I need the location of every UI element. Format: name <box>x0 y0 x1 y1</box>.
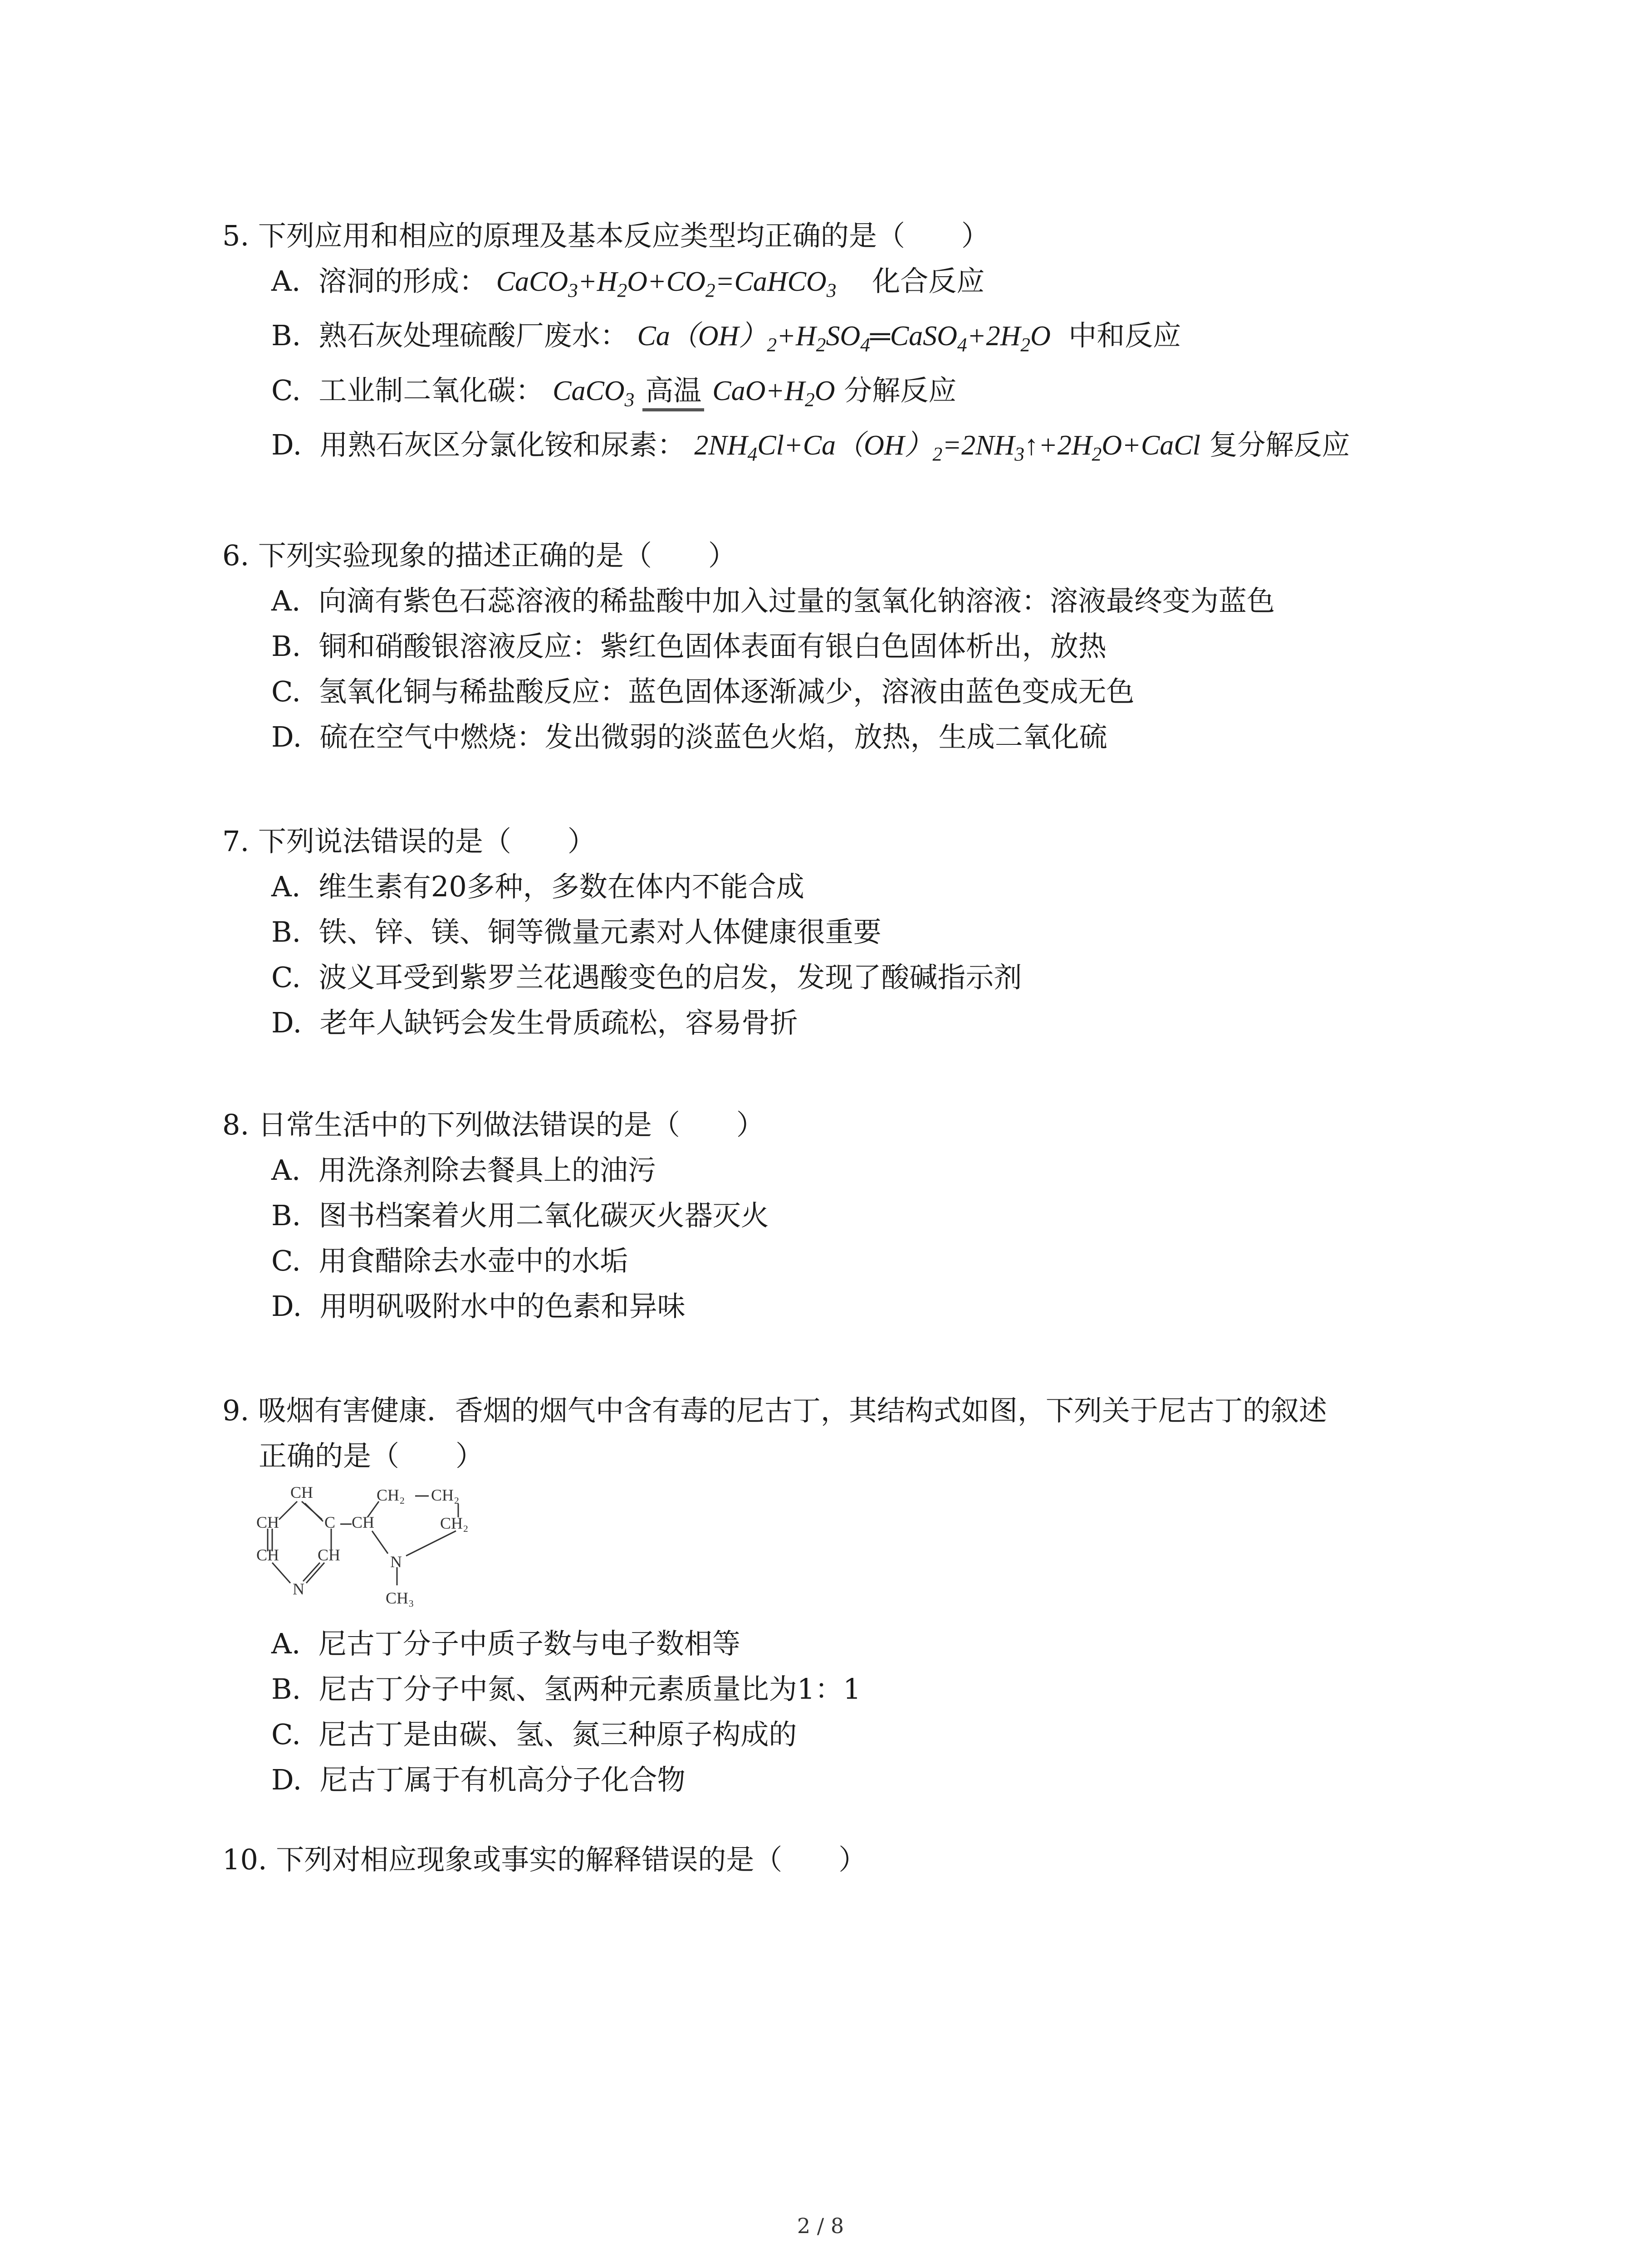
option-b: B. 铁、锌、镁、铜等微量元素对人体健康很重要 <box>271 915 882 948</box>
question-stem-line2: 正确的是（ ） <box>259 1439 484 1472</box>
question-stem: 10. 下列对相应现象或事实的解释错误的是（ ） <box>222 1843 867 1876</box>
option-d: D. 用明矾吸附水中的色素和异味 <box>271 1290 686 1323</box>
atom-label: N <box>293 1580 304 1598</box>
option-c: C. 用食醋除去水壶中的水垢 <box>271 1244 628 1277</box>
atom-label: CH <box>318 1546 341 1564</box>
formula-right: $CaO+H_2O$ <box>712 375 835 411</box>
option-a: A. 用洗涤剂除去餐具上的油污 <box>271 1154 656 1187</box>
bond <box>372 1531 388 1554</box>
question-9 <box>222 1388 1474 1803</box>
atom-label: CH₃ <box>386 1589 414 1607</box>
question-7 <box>222 819 1474 1046</box>
atom-label: N <box>390 1553 402 1571</box>
nicotine-structure-diagram <box>254 1483 508 1615</box>
option-b: B. 铜和硝酸银溶液反应：紫红色固体表面有银白色固体析出，放热 <box>271 630 1107 663</box>
option-b: B. 尼古丁分子中氮、氢两种元素质量比为1：1 <box>271 1672 861 1706</box>
formula: $2NH_4Cl+Ca(OH)_2=2NH_3↑+2H_2O+CaCl$ <box>694 430 1200 465</box>
atom-label: CH <box>256 1513 279 1531</box>
option-d: D. 老年人缺钙会发生骨质疏松，容易骨折 <box>271 1006 798 1039</box>
option-b: B. 熟石灰处理硫酸厂废水： $Ca(OH)_2+H_2SO_4═CaSO_4+2H_2O$ 中和反应 <box>271 319 1181 356</box>
option-c: C. 波义耳受到紫罗兰花遇酸变色的启发，发现了酸碱指示剂 <box>271 961 1022 994</box>
atom-label: C <box>324 1513 336 1531</box>
option-c: C. 尼古丁是由碳、氢、氮三种原子构成的 <box>271 1718 797 1751</box>
atom-label: CH <box>290 1483 314 1501</box>
atom-label: CH₂ <box>440 1514 469 1532</box>
option-c: C. 工业制二氧化碳： CaCO$_3$ 高温 $CaO+H_2O$ 分解反应 <box>271 368 1474 422</box>
option-c: C. 氢氧化铜与稀盐酸反应：蓝色固体逐渐减少，溶液由蓝色变成无色 <box>271 675 1135 708</box>
question-stem: 6. 下列实验现象的描述正确的是（ ） <box>222 539 736 572</box>
question-stem: 5. 下列应用和相应的原理及基本反应类型均正确的是（ ） <box>222 219 989 252</box>
option-d: D. 尼古丁属于有机高分子化合物 <box>271 1763 686 1796</box>
atom-label: CH₂ <box>377 1486 405 1504</box>
atom-label: CH₂ <box>431 1486 460 1504</box>
question-stem-line1: 9. 吸烟有害健康．香烟的烟气中含有毒的尼古丁，其结构式如图，下列关于尼古丁的叙述 <box>222 1394 1327 1427</box>
bond <box>272 1563 290 1583</box>
option-a: A. 尼古丁分子中质子数与电子数相等 <box>271 1627 740 1660</box>
option-a: A. 维生素有20多种，多数在体内不能合成 <box>271 870 804 903</box>
atom-label: CH <box>256 1546 279 1564</box>
bond <box>279 1501 297 1520</box>
bond <box>406 1531 456 1556</box>
question-10 <box>222 1837 1474 1882</box>
question-stem: 7. 下列说法错误的是（ ） <box>222 825 596 858</box>
question-6 <box>222 533 1474 760</box>
option-d: D. 硫在空气中燃烧：发出微弱的淡蓝色火焰，放热，生成二氧化硫 <box>271 720 1107 753</box>
option-a: A. 溶洞的形成： $CaCO_3+H_2O+CO_2=CaHCO_3$ 化合反应 <box>271 264 985 302</box>
option-d: D. 用熟石灰区分氯化铵和尿素： $2NH_4Cl+Ca(OH)_2=2NH_3↑+2H_2O+CaCl$ 复分解反应 <box>271 428 1350 465</box>
formula-left: CaCO$_3$ <box>553 375 635 411</box>
formula: $Ca(OH)_2+H_2SO_4═CaSO_4+2H_2O$ <box>637 321 1051 356</box>
page-number: 2 / 8 <box>797 2214 844 2238</box>
option-a: A. 向滴有紫色石蕊溶液的稀盐酸中加入过量的氢氧化钠溶液：溶液最终变为蓝色 <box>271 584 1275 617</box>
bond <box>306 1563 324 1583</box>
reaction-condition: 高温 <box>645 368 701 413</box>
bond <box>305 1503 323 1521</box>
option-b: B. 图书档案着火用二氧化碳灭火器灭火 <box>271 1199 769 1232</box>
bond <box>303 1563 320 1581</box>
question-stem: 8. 日常生活中的下列做法错误的是（ ） <box>222 1108 764 1141</box>
question-8 <box>222 1102 1474 1329</box>
formula: $CaCO_3+H_2O+CO_2=CaHCO_3$ <box>496 266 837 302</box>
question-5 <box>222 213 1474 477</box>
atom-label: CH <box>352 1513 375 1531</box>
